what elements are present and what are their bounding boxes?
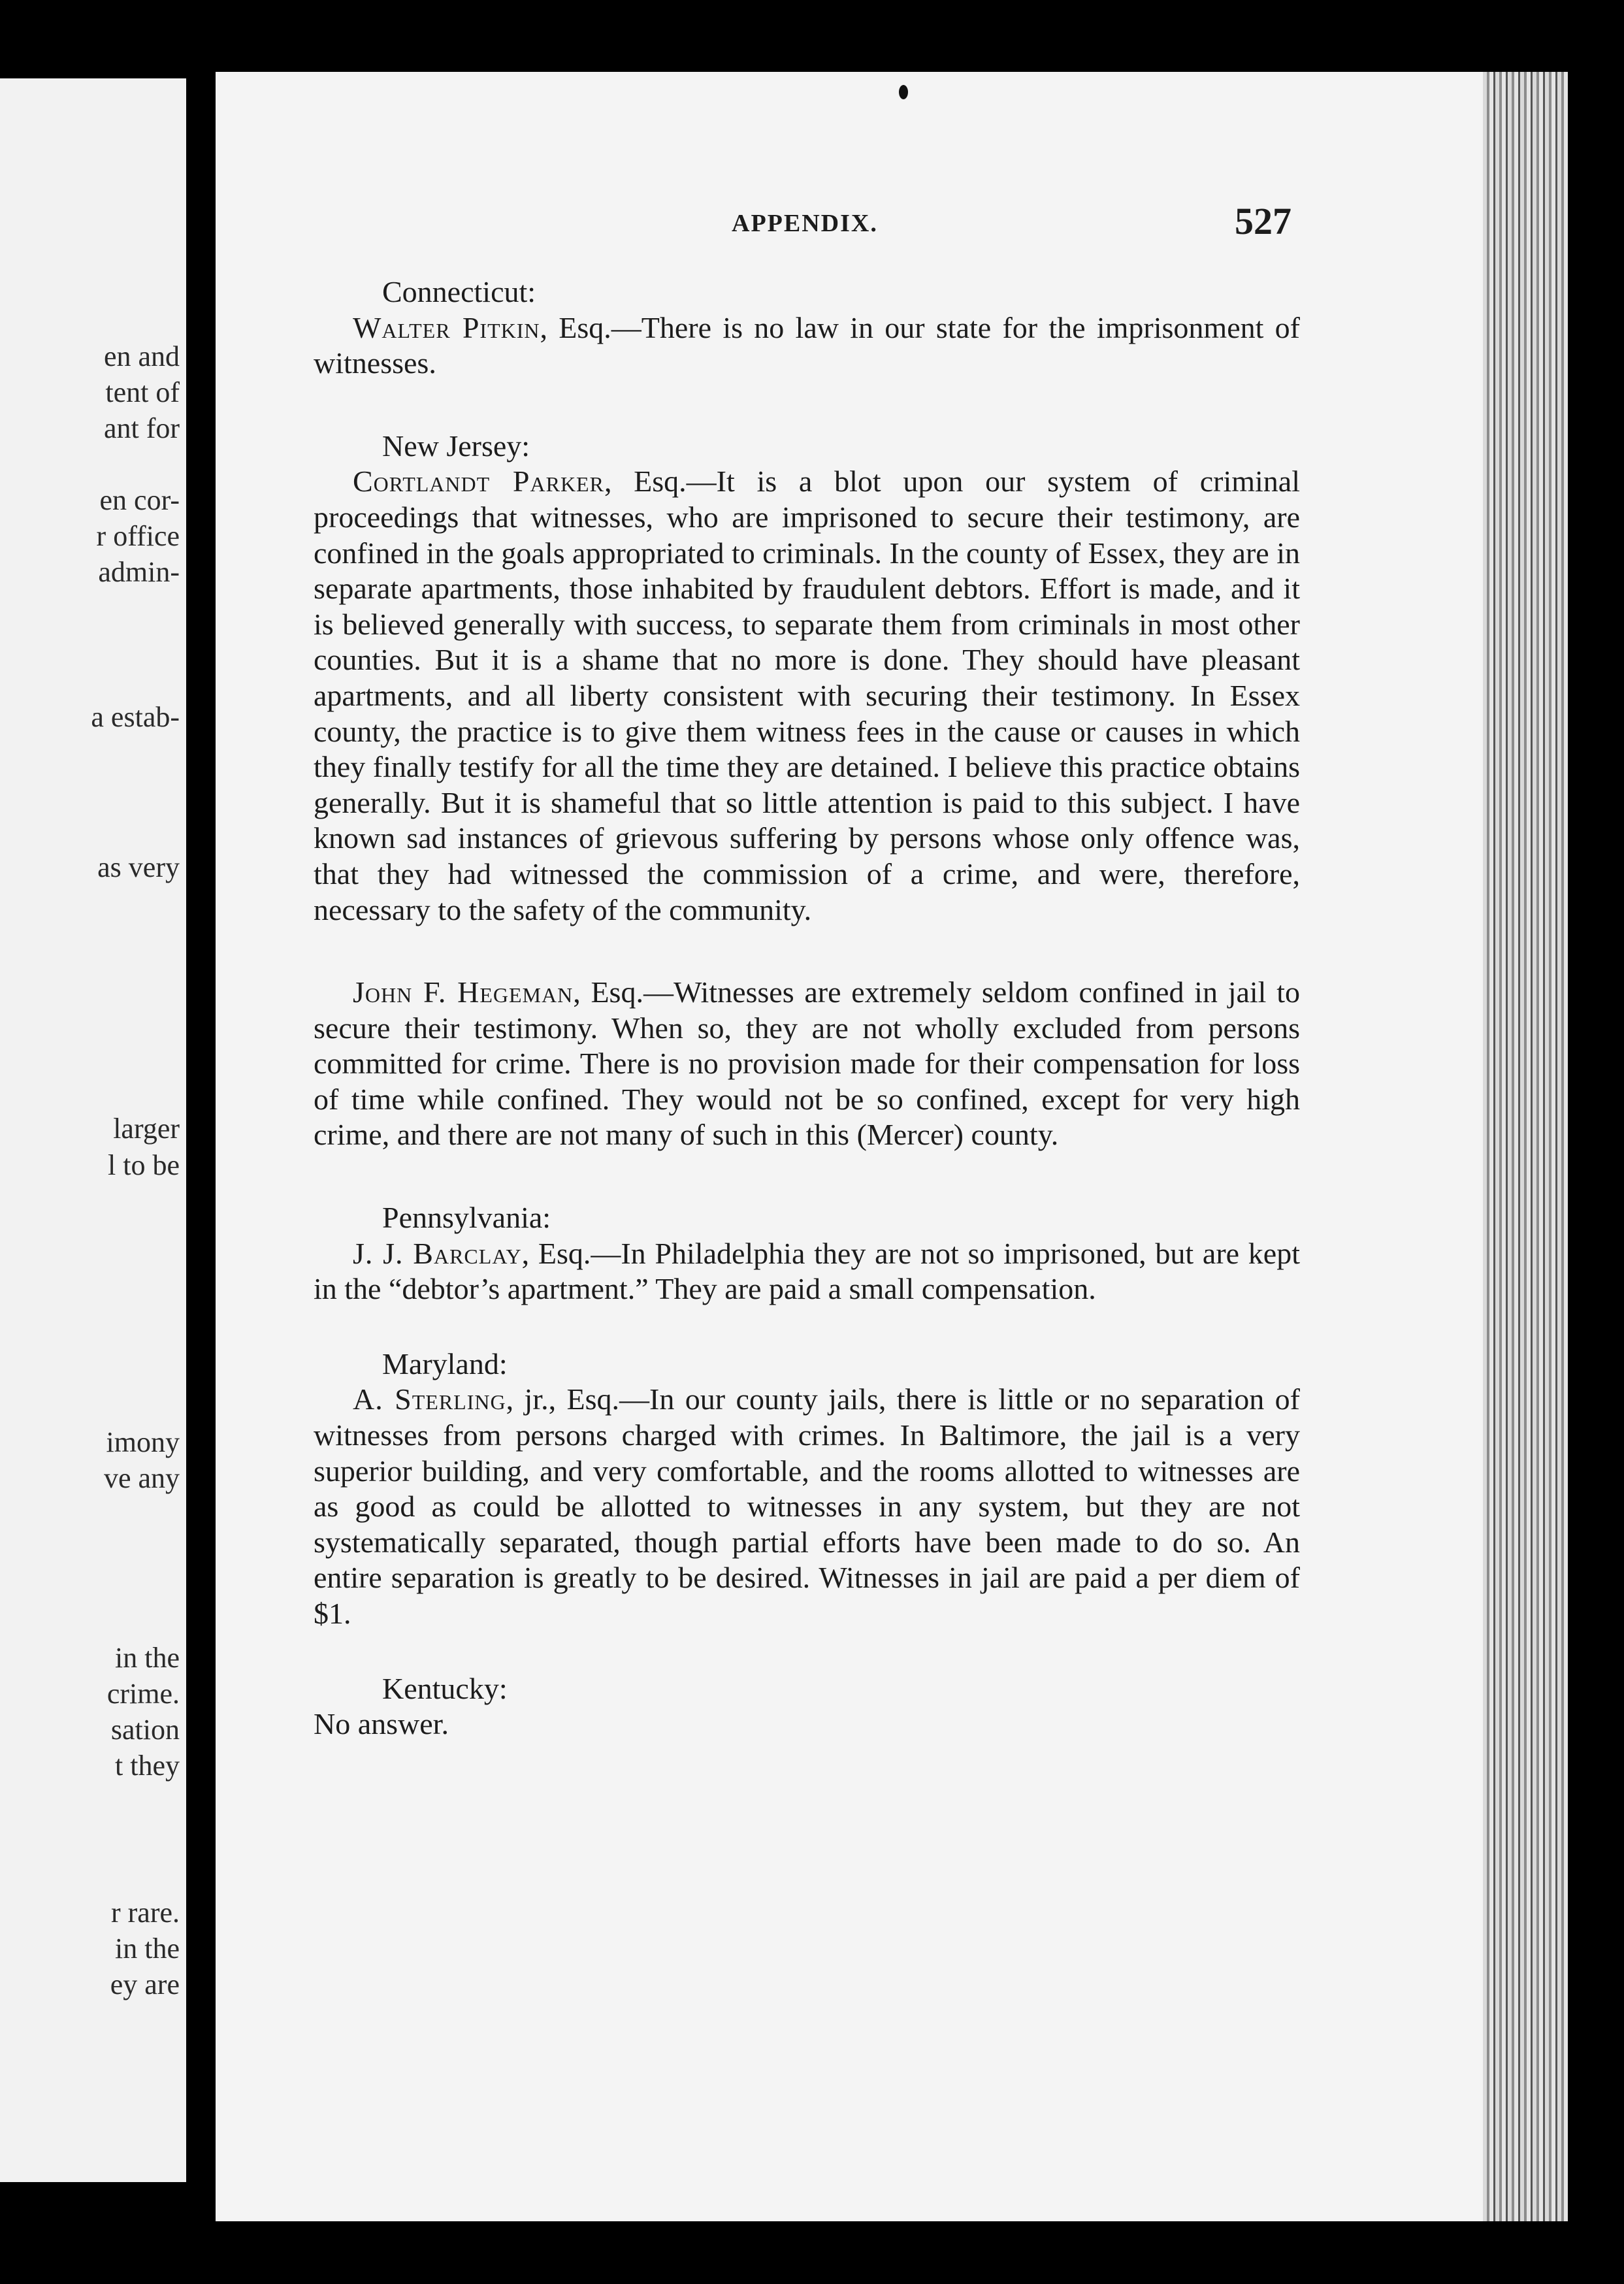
response-text: , jr., Esq.—In our county jails, there is little or no separation of witnesses from persons charged with crimes. In Baltimore, the jail is a very superior building, and very comfortable, and the rooms allotted to witnesses are as good as could be allotted to witnesses in any system, but they are not systematically separated, though partial efforts have been made to do so. An entire separation is greatly to be desired. Witnesses in jail are paid a per diem of $1. (314, 1382, 1300, 1630)
left-page-fragment: tent of (105, 376, 180, 408)
running-head: APPENDIX. (732, 210, 878, 237)
left-page-fragment: ve any (103, 1462, 180, 1494)
left-page-fragment: as very (97, 851, 180, 883)
left-page-fragment: l to be (108, 1149, 180, 1181)
response-text: , Esq.—It is a blot upon our system of criminal proceedings that witnesses, who are imprisoned to secure their testimony, are confined in the goals appropriated to criminals. In the county of Essex, they are in separate apartments, those inhabited by fraudulent debtors. Effort is made, and it is believed generally with success, to separate them from criminals in most other counties. But it is a shame that no more is done. They should have pleasant apartments, and all liberty consistent with securing their testimony. In Essex county, the practice is to give them witness fees in the cause or causes in which they finally testify for all the time they are detained. I believe this practice obtains generally. But it is shameful that so little attention is paid to this subject. I have known sad instances of grievous suffering by persons whose only offence was, that they had witnessed the commission of a crime, and were, therefore, necessary to the safety of the community. (314, 465, 1300, 926)
state-heading-pennsylvania: Pennsylvania: (382, 1201, 551, 1235)
left-page-fragment: ey are (110, 1968, 180, 2000)
page-number: 527 (1235, 200, 1291, 242)
left-page-fragment: admin- (98, 556, 180, 588)
response-text: , Esq.—There is no law in our state for the imprisonment of witnesses. (314, 310, 1301, 380)
response-paragraph (314, 1236, 1300, 1307)
left-page-fragment: t they (115, 1750, 180, 1782)
state-heading-new-jersey: New Jersey: (382, 429, 530, 463)
page-edge (1483, 72, 1568, 2221)
ink-mark (899, 85, 908, 99)
left-page-fragment: sation (110, 1714, 180, 1746)
response-paragraph (314, 310, 1300, 382)
left-page-fragment: larger (113, 1113, 180, 1145)
respondent-name: John F. Hegeman (353, 975, 574, 1009)
page-body (314, 274, 1300, 1742)
left-page-fragment: in the (115, 1642, 180, 1674)
left-page-fragment: in the (115, 1933, 180, 1965)
respondent-name: Cortlandt Parker (353, 465, 604, 498)
left-page-fragment: crime. (106, 1678, 180, 1710)
state-heading-connecticut: Connecticut: (382, 275, 536, 308)
response-paragraph (314, 1382, 1300, 1631)
respondent-name: J. J. Barclay (353, 1236, 522, 1270)
left-page-fragment: ant for (103, 412, 180, 444)
response-paragraph (314, 975, 1300, 1153)
response-text: , Esq.—Witnesses are extremely seldom confined in jail to secure their testimony. When so, they are not wholly excluded from persons committed for crime. There is no provision made for their compensation for loss of time while confined. They would not be so confined, except for very high crime, and there are not many of such in this (Mercer) county. (314, 975, 1300, 1152)
left-page-fragment: imony (106, 1426, 180, 1458)
state-heading-kentucky: Kentucky: (382, 1671, 508, 1705)
left-page-fragment: r office (96, 520, 180, 552)
left-page-fragment: r rare. (110, 1897, 180, 1929)
respondent-name: Walter Pitkin (353, 310, 540, 344)
left-page-fragment: en cor- (99, 484, 180, 516)
response-paragraph (314, 464, 1300, 928)
respondent-name: A. Sterling (353, 1382, 506, 1416)
state-heading-maryland: Maryland: (382, 1346, 508, 1380)
left-facing-page (0, 78, 186, 2182)
left-page-fragment: en and (103, 340, 180, 372)
left-page-fragment: a estab- (91, 701, 180, 733)
response-text: , Esq.—In Philadelphia they are not so imprisoned, but are kept in the “debtor’s apartment.” They are paid a small compensation. (314, 1236, 1300, 1306)
response-paragraph (314, 1706, 1300, 1742)
response-text: No answer. (314, 1707, 449, 1741)
